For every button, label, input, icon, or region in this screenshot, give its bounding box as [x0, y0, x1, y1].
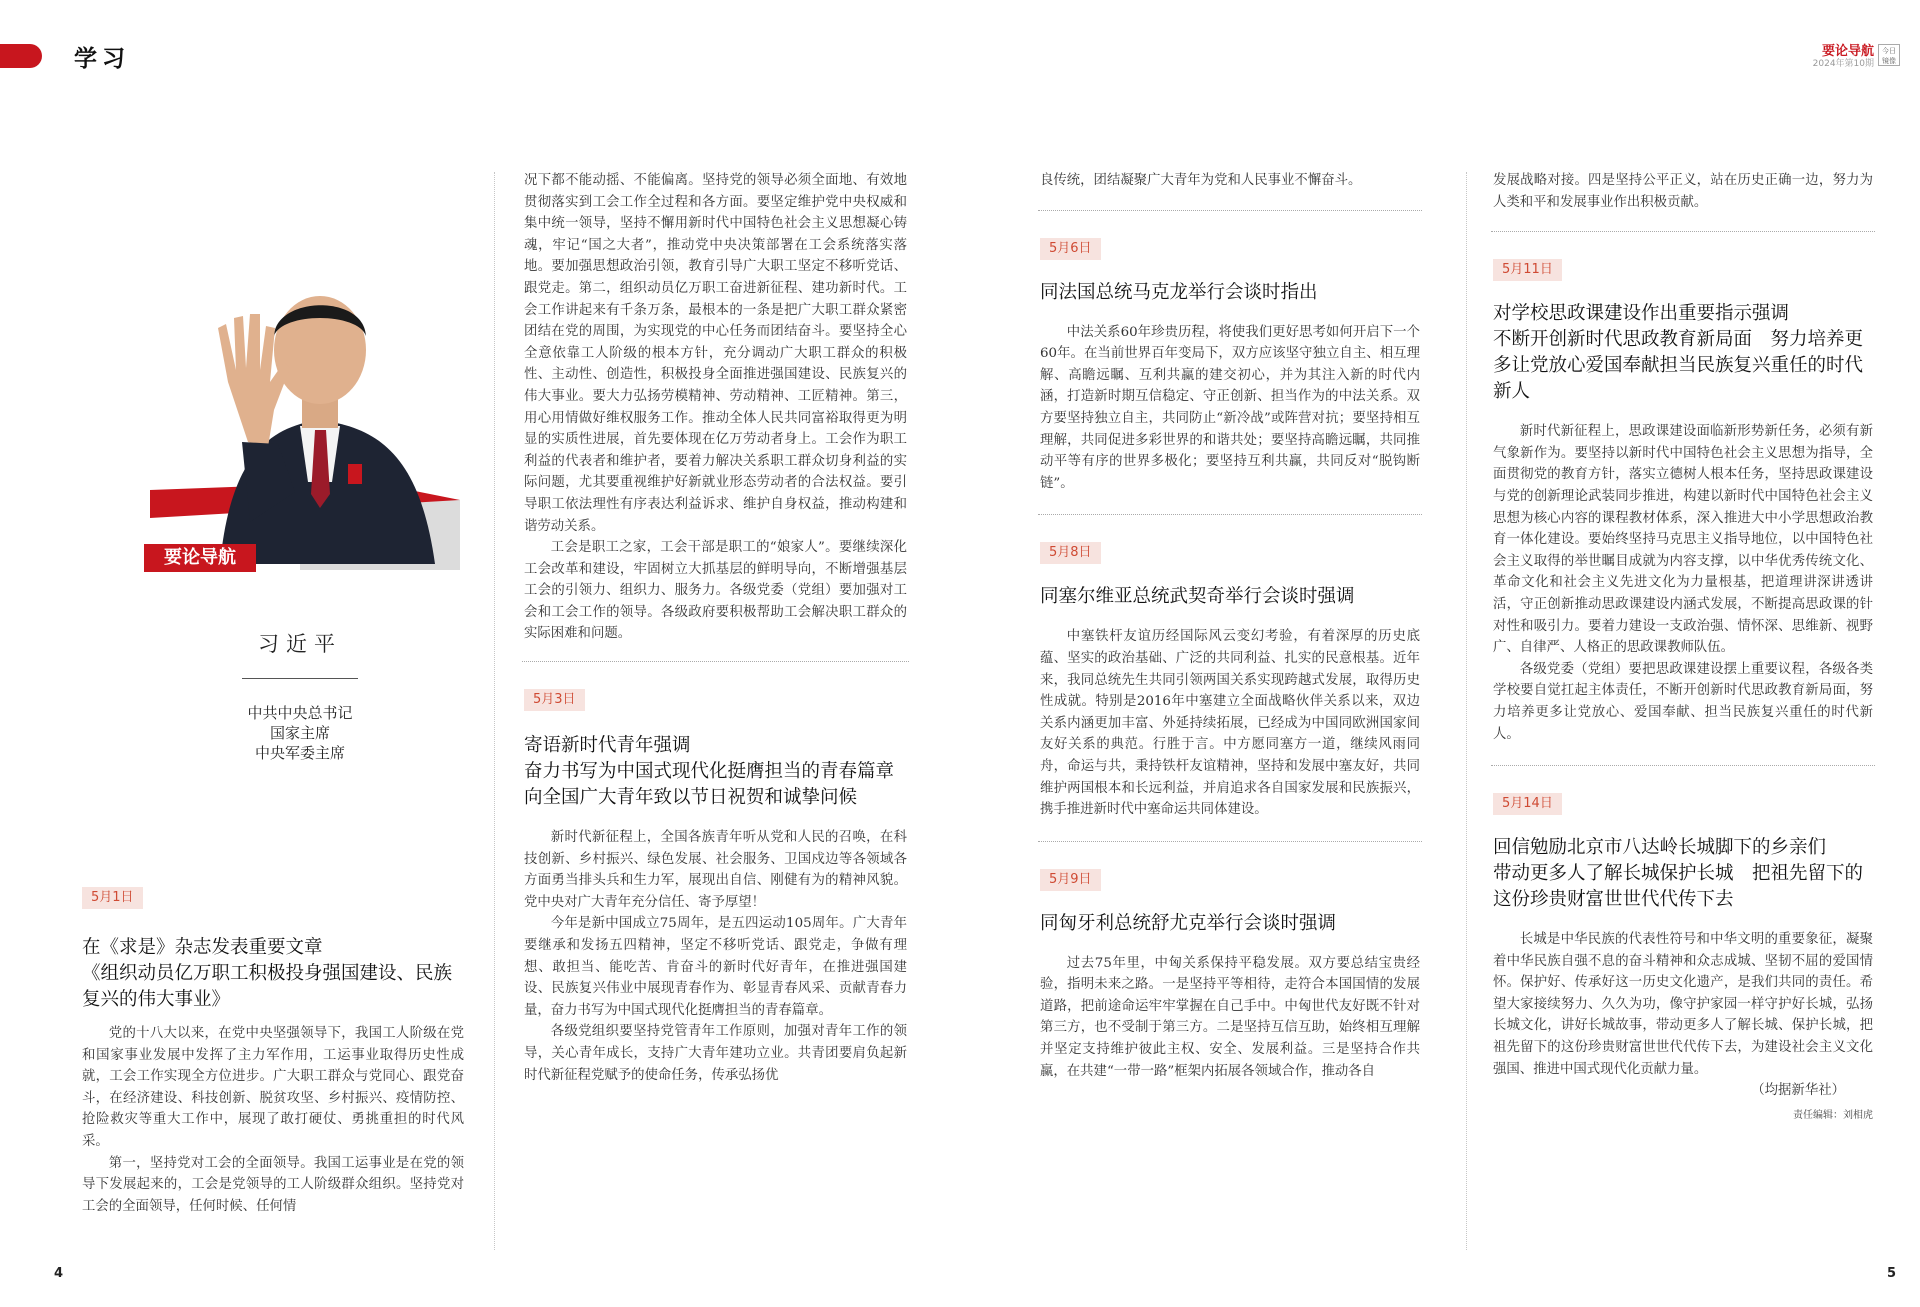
portrait-badge: 要论导航: [144, 544, 256, 572]
article-date: 5月3日: [524, 689, 585, 711]
article-date: 5月11日: [1493, 259, 1562, 281]
title-line: 奋力书写为中国式现代化挺膺担当的青春篇章 向全国广大青年致以节日祝贺和诚挚问候: [524, 761, 913, 809]
article-separator: [1491, 231, 1875, 232]
author-bio: [195, 628, 405, 763]
body-paragraph: 今年是新中国成立75周年，是五四运动105周年。广大青年要继承和发扬五四精神，坚定不移听党话、跟党走，争做有理想、敢担当、能吃苦、肯奋斗的新时代好青年，在推进强国建设、民族复兴伟业中展现青春作为、彰显青春风采、贡献青春力量，奋力书写为中国式现代化挺膺担当的青春篇章。: [524, 916, 907, 1018]
article-body: [1040, 626, 1420, 820]
logo-issue: 2024年第10期: [1812, 59, 1874, 69]
title-line: 寄语新时代青年强调: [524, 735, 691, 757]
author-title: 中央军委主席: [254, 744, 345, 762]
page-number-left: 4: [54, 1266, 64, 1281]
portrait-illustration: [150, 232, 460, 570]
body-paragraph: 长城是中华民族的代表性符号和中华文明的重要象征，凝聚着中华民族自强不息的奋斗精神和众志成城、坚韧不屈的爱国情怀。保护好、传承好这一历史文化遗产，是我们共同的责任。希望大家接续努力、久久为功，像守护家园一样守护好长城，弘扬长城文化，讲好长城故事，带动更多人了解长城、保护长城，把祖先留下的这份珍贵财富世世代代传下去，为建设社会主义文化强国、推进中国式现代化贡献力量。: [1493, 932, 1873, 1077]
body-paragraph: 工会是职工之家，工会干部是职工的“娘家人”。要继续深化工会改革和建设，牢固树立大抓基层的鲜明导向，不断增强基层工会的引领力、组织力、服务力。各级党委（党组）要加强对工会和工会工作的领导。各级政府要积极帮助工会解决职工群众的实际困难和问题。: [524, 540, 907, 642]
title-line: 对学校思政课建设作出重要指示强调: [1493, 303, 1790, 325]
logo-name: 要论导航: [1821, 44, 1874, 59]
portrait-image: [150, 232, 460, 570]
section-title: 学习: [74, 46, 130, 72]
editor-credit: 责任编辑：刘相虎: [1793, 1109, 1873, 1121]
body-paragraph: 良传统，团结凝聚广大青年为党和人民事业不懈奋斗。: [1040, 173, 1362, 188]
title-line: 带动更多人了解长城保护长城 把祖先留下的这份珍贵财富世世代代传下去: [1493, 863, 1864, 911]
body-paragraph: 况下都不能动摇、不能偏离。坚持党的领导必须全面地、有效地贯彻落实到工会工作全过程和各方面。要坚定维护党中央权威和集中统一领导，坚持不懈用新时代中国特色社会主义思想凝心铸魂，牢记“国之大者”，推动党中央决策部署在工会系统落实落地。要加强思想政治引领，教育引导广大职工坚定不移听党话、跟党走。第二，组织动员亿万职工奋进新征程、建功新时代。工会工作讲起来有千条万条，最根本的一条是把广大职工群众紧密团结在党的周围，为实现党的中心任务而团结奋斗。要坚持全心全意依靠工人阶级的根本方针，充分调动广大职工群众的积极性、主动性、创造性，积极投身全面推进强国建设、民族复兴的伟大事业。要大力弘扬劳模精神、劳动精神、工匠精神。第三，用心用情做好维权服务工作。推动全体人民共同富裕取得更为明显的实质性进展，首先要体现在亿万劳动者身上。工会作为职工利益的代表者和维护者，要着力解决关系职工群众切身利益的实际问题，尤其要重视维护好新就业形态劳动者的合法权益。要引导职工依法理性有序表达利益诉求、维护自身权益，推动构建和谐劳动关系。: [524, 173, 907, 534]
article-separator: [1491, 765, 1875, 766]
article-date: 5月6日: [1040, 238, 1101, 260]
body-paragraph: 各级党委（党组）要把思政课建设摆上重要议程，各级各类学校要自觉扛起主体责任，不断开创新时代思政教育新局面，努力培养更多让党放心、爱国奉献、担当民族复兴重任的时代新人。: [1493, 661, 1873, 742]
body-paragraph: 中塞铁杆友谊历经国际风云变幻考验，有着深厚的历史底蕴、坚实的政治基础、广泛的共同利益、扎实的民意根基。近年来，我同总统先生共同引领两国关系实现跨越式发展，取得历史性成就。特别是2016年中塞建立全面战略伙伴关系以来，双边关系内涵更加丰富、外延持续拓展，已经成为中国同欧洲国家间友好关系的典范。行胜于言。中方愿同塞方一道，继续风雨同舟，命运与共，秉持铁杆友谊精神，坚持和发展中塞友好，共同维护两国根本和长远利益，并肩追求各自国家发展和民族振兴，携手推进新时代中塞命运共同体建设。: [1040, 629, 1420, 818]
article-body: [82, 1023, 464, 1217]
column-divider: [494, 172, 495, 1250]
article-title: [82, 935, 464, 1013]
article-body: [524, 827, 907, 1086]
column-3: [1040, 170, 1420, 1082]
body-paragraph: 新时代新征程上，思政课建设面临新形势新任务，必须有新气象新作为。要坚持以新时代中国特色社会主义思想为指导，全面贯彻党的教育方针，落实立德树人根本任务，坚持思政课建设与党的创新理论武装同步推进，构建以新时代中国特色社会主义思想为核心内容的课程教材体系，深入推进大中小学思想政治教育一体化建设。要始终坚持马克思主义指导地位，以中国特色社会主义取得的举世瞩目成就为内容支撑，以中华优秀传统文化、革命文化和社会主义先进文化为力量根基，把道理讲深讲透讲活，守正创新推动思政课建设内涵式发展，不断提高思政课的针对性和吸引力。要着力建设一支政治强、情怀深、思维新、视野广、自律严、人格正的思政课教师队伍。: [1493, 424, 1873, 656]
article-body: [1493, 421, 1873, 745]
article-separator: [1038, 210, 1422, 211]
column-divider: [1466, 172, 1467, 1250]
article-separator: [522, 661, 909, 662]
article-title: 同匈牙利总统舒尤克举行会谈时强调: [1040, 912, 1337, 934]
body-paragraph: 党的十八大以来，在党中央坚强领导下，我国工人阶级在党和国家事业发展中发挥了主力军作用，工运事业取得历史性成就，工会工作实现全方位进步。广大职工群众与党同心、跟党奋斗，在经济建设、科技创新、脱贫攻坚、乡村振兴、疫情防控、抢险救灾等重大工作中，展现了敢打硬仗、勇挑重担的时代风采。: [82, 1026, 464, 1149]
author-title: 中共中央总书记: [247, 704, 353, 722]
article-title: [1493, 301, 1873, 405]
article-body: [1040, 953, 1420, 1083]
author-name: 习近平: [258, 632, 342, 656]
author-titles: [195, 703, 405, 763]
logo-box: 今日 镜像: [1878, 44, 1900, 66]
source-note: （均据新华社）: [1751, 1083, 1845, 1099]
magazine-logo: [1813, 44, 1900, 70]
body-paragraph: 发展战略对接。四是坚持公平正义，站在历史正确一边，努力为人类和平和发展事业作出积极贡献。: [1493, 173, 1873, 210]
article-separator: [1038, 514, 1422, 515]
body-paragraph: 过去75年里，中匈关系保持平稳发展。双方要总结宝贵经验，指明未来之路。一是坚持平等相待，走符合本国国情的发展道路，把前途命运牢牢掌握在自己手中。中匈世代友好既不针对第三方，也不受制于第三方。二是坚持互信互助，始终相互理解并坚定支持维护彼此主权、安全、发展利益。三是坚持合作共赢，在共建“一带一路”框架内拓展各领域合作，推动各自: [1040, 955, 1420, 1079]
section-marker: [0, 44, 42, 68]
body-paragraph: 新时代新征程上，全国各族青年听从党和人民的召唤，在科技创新、乡村振兴、绿色发展、社会服务、卫国戍边等各领域各方面勇当排头兵和生力军，展现出自信、刚健有为的精神风貌。党中央对广大青年充分信任、寄予厚望！: [524, 830, 907, 910]
author-title: 国家主席: [269, 724, 330, 742]
body-paragraph: 各级党组织要坚持党管青年工作原则，加强对青年工作的领导，关心青年成长，支持广大青年建功立业。共青团要肩负起新时代新征程党赋予的使命任务，传承弘扬优: [524, 1024, 907, 1083]
article-body: [1493, 929, 1873, 1121]
title-line: 不断开创新时代思政教育新局面 努力培养更多让党放心爱国奉献担当民族复兴重任的时代新人: [1493, 329, 1864, 403]
title-line: 《组织动员亿万职工积极投身强国建设、民族复兴的伟大事业》: [82, 963, 453, 1010]
title-line: 在《求是》杂志发表重要文章: [82, 937, 323, 958]
article-title: [1493, 835, 1873, 913]
bio-divider: [242, 678, 358, 679]
column-2: [524, 170, 913, 1086]
body-paragraph: 中法关系60年珍贵历程，将使我们更好思考如何开启下一个60年。在当前世界百年变局下，双方应该坚守独立自主、相互理解、高瞻远瞩、互利共赢的建交初心，并为其注入新的时代内涵，打造新时期互信稳定、守正创新、担当作为的中法关系。双方要坚持独立自主，共同防止“新冷战”或阵营对抗；要坚持相互理解，共同促进多彩世界的和谐共处；要坚持高瞻远瞩，共同推动平等有序的世界多极化；要坚持互利共赢，共同反对“脱钩断链”。: [1040, 324, 1420, 491]
article-title: 同法国总统马克龙举行会谈时指出: [1040, 281, 1318, 303]
article-date: 5月14日: [1493, 793, 1562, 815]
article-date: 5月8日: [1040, 542, 1101, 564]
article-title: [524, 733, 913, 811]
column-1: [82, 886, 464, 1217]
article-date: 5月9日: [1040, 869, 1101, 891]
article-body: [1040, 322, 1420, 495]
body-paragraph: 第一，坚持党对工会的全面领导。我国工运事业是在党的领导下发展起来的，工会是党领导的工人阶级群众组织。坚持党对工会的全面领导，任何时候、任何情: [82, 1155, 464, 1214]
column-4: [1493, 170, 1873, 1121]
article-title: 同塞尔维亚总统武契奇举行会谈时强调: [1040, 586, 1355, 608]
title-line: 回信勉励北京市八达岭长城脚下的乡亲们: [1493, 837, 1827, 859]
article-date: 5月1日: [82, 887, 143, 909]
page-number-right: 5: [1886, 1266, 1896, 1281]
article-separator: [1038, 841, 1422, 842]
